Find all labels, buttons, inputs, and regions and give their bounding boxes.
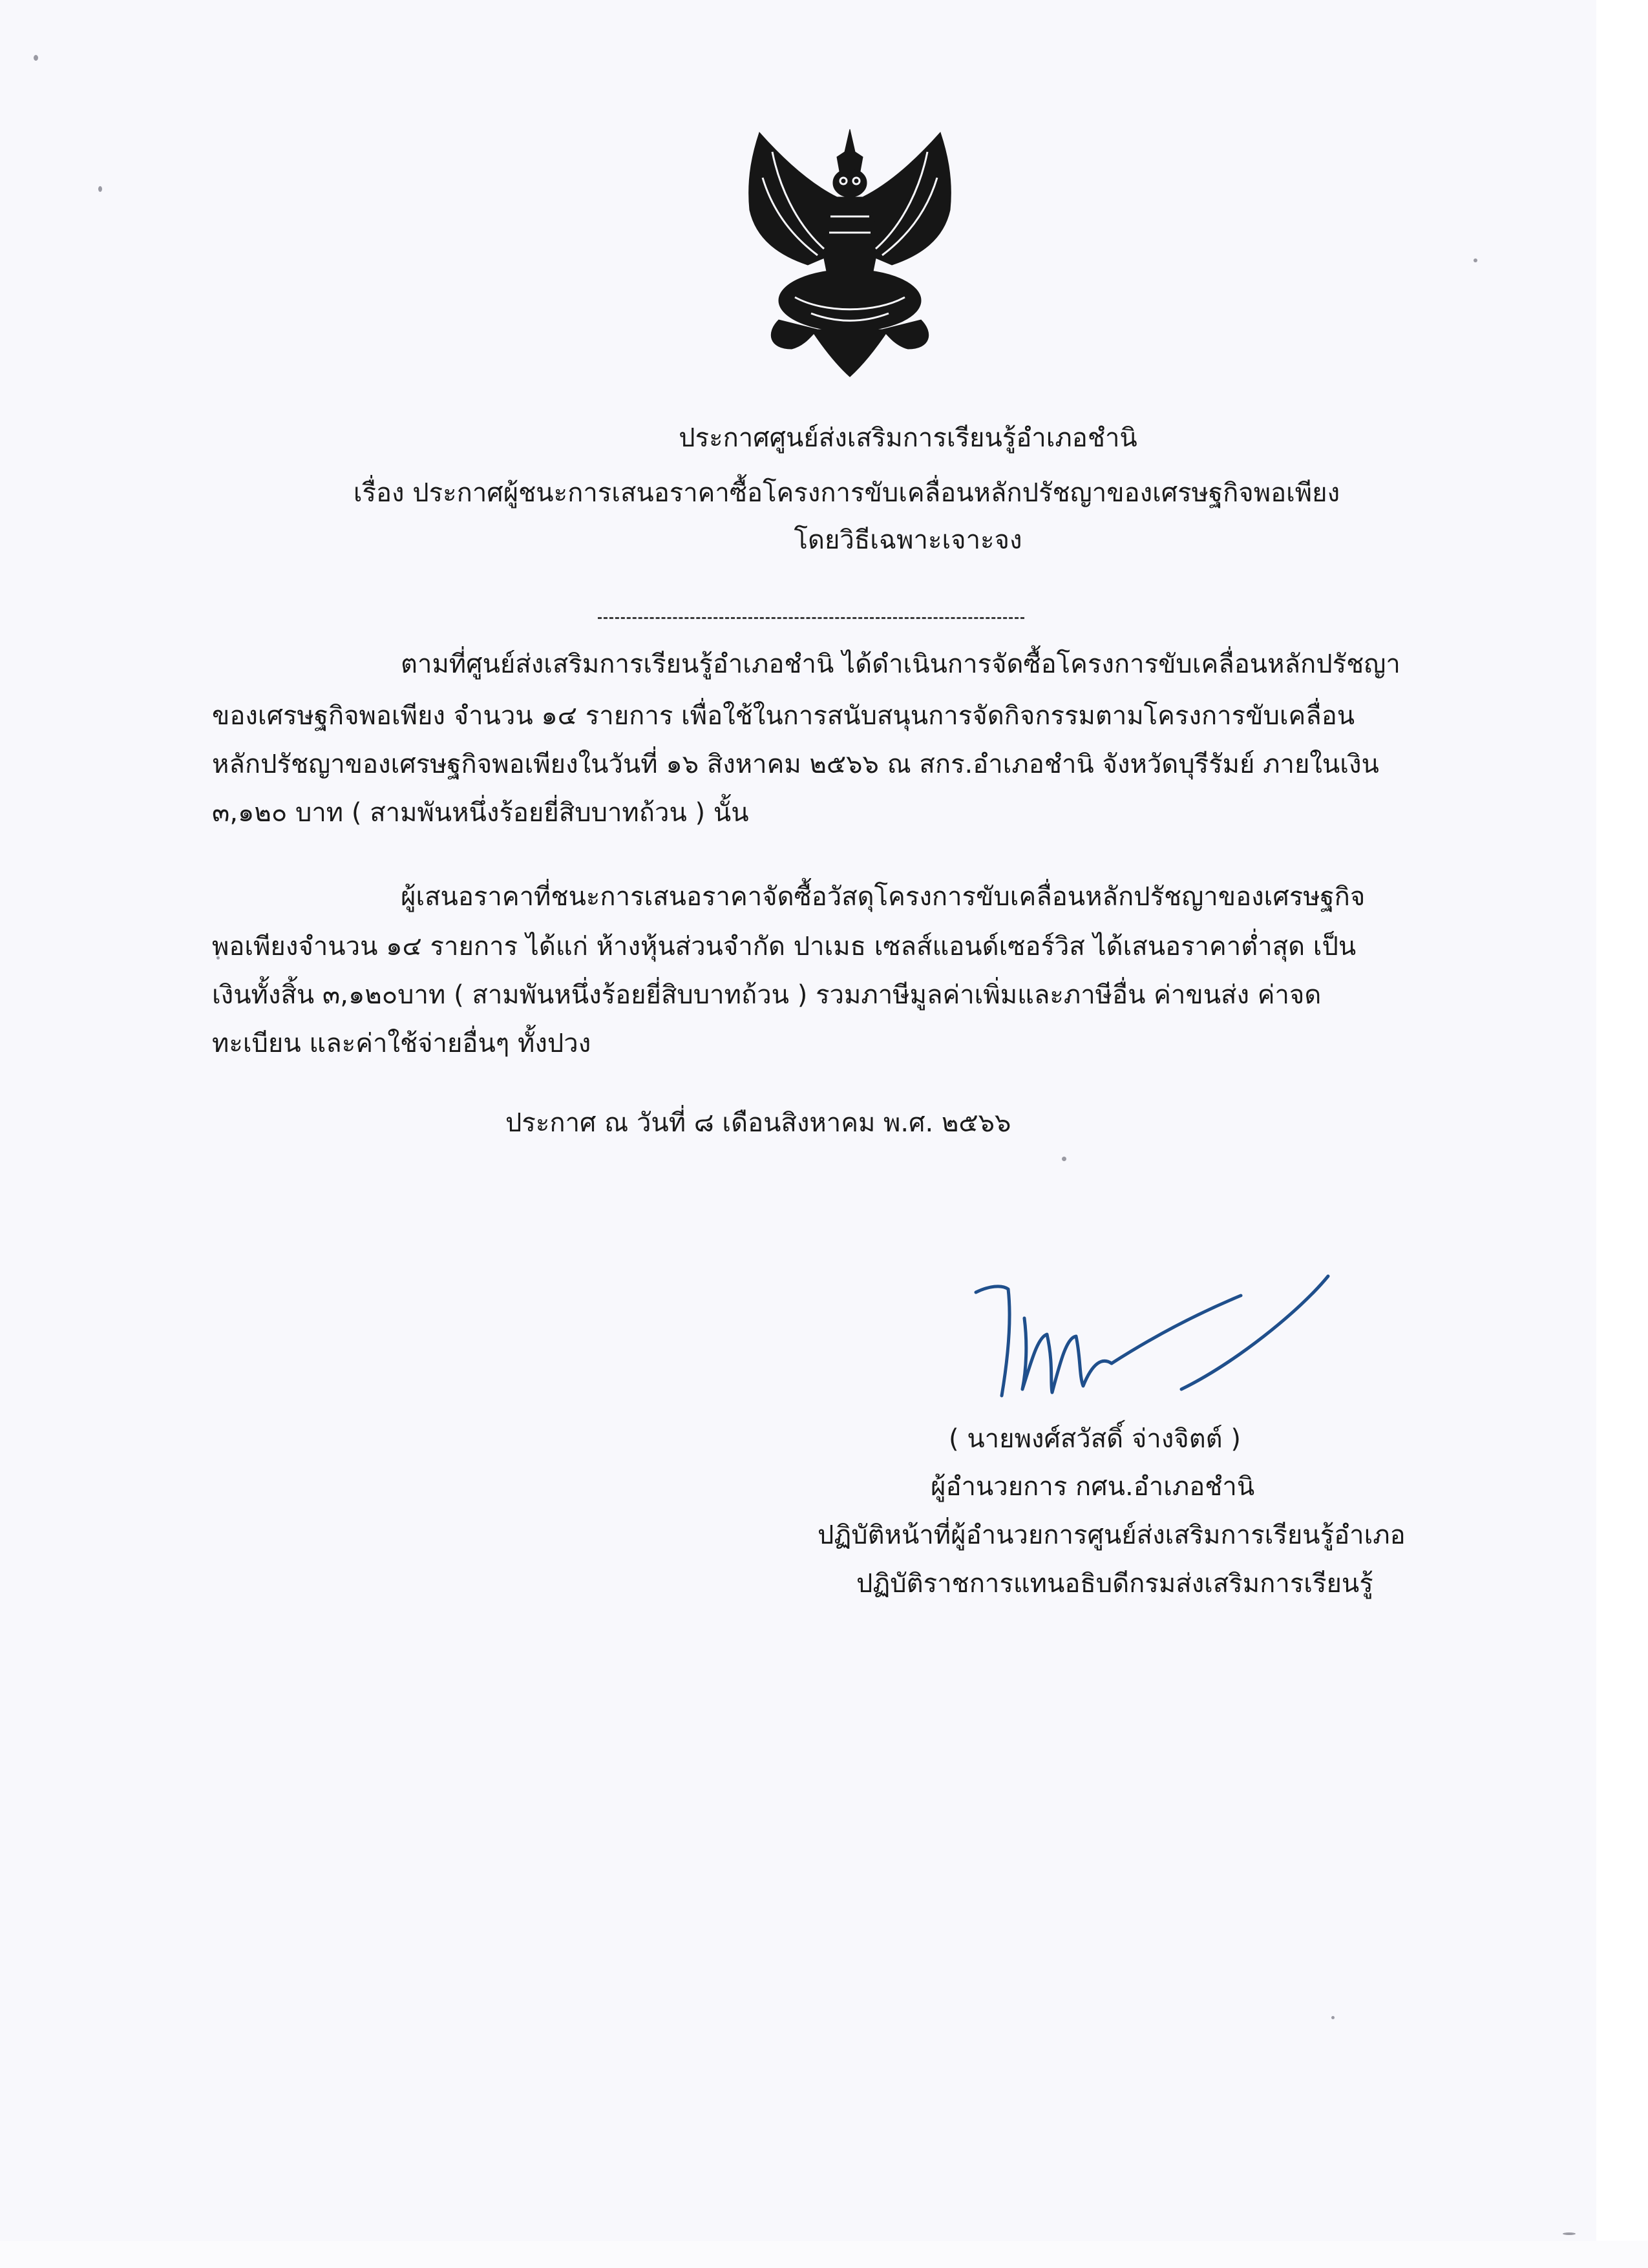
signer-name: ( นายพงศ์สวัสดิ์ จ่างจิตต์ )	[949, 1424, 1241, 1454]
scan-edge-bottom	[0, 2241, 1648, 2268]
announcement-subject: เรื่อง ประกาศผู้ชนะการเสนอราคาซื้อโครงการขับเคลื่อนหลักปรัชญาของเศรษฐกิจพอเพียง	[353, 478, 1340, 508]
handwritten-signature	[963, 1266, 1338, 1422]
procurement-method: โดยวิธีเฉพาะเจาะจง	[794, 525, 1022, 555]
paragraph-line: ของเศรษฐกิจพอเพียง จำนวน ๑๔ รายการ เพื่อใช้ในการสนับสนุนการจัดกิจกรรมตามโครงการขับเคลื่อน	[212, 701, 1355, 731]
signer-acting-role: ปฏิบัติราชการแทนอธิบดีกรมส่งเสริมการเรียนรู้	[856, 1569, 1373, 1599]
paragraph-line: พอเพียงจำนวน ๑๔ รายการ ได้แก่ ห้างหุ้นส่วนจำกัด ปาเมธ เซลส์แอนด์เซอร์วิส ได้เสนอราคาต่ำสุด เป็น	[212, 932, 1357, 961]
paragraph-line: เงินทั้งสิ้น ๓,๑๒๐บาท ( สามพันหนึ่งร้อยยี่สิบบาทถ้วน ) รวมภาษีมูลค่าเพิ่มและภาษีอื่น ค่าขนส่ง ค่าจด	[212, 980, 1322, 1010]
paragraph-line: ผู้เสนอราคาที่ชนะการเสนอราคาจัดซื้อวัสดุโครงการขับเคลื่อนหลักปรัชญาของเศรษฐกิจ	[401, 882, 1366, 912]
dust-speck	[1331, 2016, 1335, 2019]
paragraph-line: หลักปรัชญาของเศรษฐกิจพอเพียงในวันที่ ๑๖ สิงหาคม ๒๕๖๖ ณ สกร.อำเภอชำนิ จังหวัดบุรีรัมย์ ภายในเงิน	[212, 750, 1379, 779]
signer-title: ผู้อำนวยการ กศน.อำเภอชำนิ	[931, 1472, 1255, 1502]
divider	[598, 617, 1024, 619]
paragraph-line: ๓,๑๒๐ บาท ( สามพันหนึ่งร้อยยี่สิบบาทถ้วน ) นั้น	[212, 798, 749, 828]
paragraph-line: ทะเบียน และค่าใช้จ่ายอื่นๆ ทั้งปวง	[212, 1029, 591, 1058]
signer-acting-role: ปฏิบัติหน้าที่ผู้อำนวยการศูนย์ส่งเสริมการเรียนรู้อำเภอ	[818, 1520, 1406, 1550]
paragraph-line: ตามที่ศูนย์ส่งเสริมการเรียนรู้อำเภอชำนิ ได้ดำเนินการจัดซื้อโครงการขับเคลื่อนหลักปรัชญา	[401, 649, 1400, 679]
dust-speck	[1563, 2232, 1576, 2235]
dust-speck	[98, 186, 102, 192]
dust-speck	[34, 55, 38, 61]
dust-speck	[1062, 1157, 1066, 1161]
announcement-organization: ประกาศศูนย์ส่งเสริมการเรียนรู้อำเภอชำนิ	[679, 423, 1137, 453]
announcement-date: ประกาศ ณ วันที่ ๘ เดือนสิงหาคม พ.ศ. ๒๕๖๖	[505, 1108, 1011, 1138]
dust-speck	[1474, 258, 1477, 262]
scan-edge	[1596, 0, 1648, 2268]
garuda-emblem-icon	[734, 126, 966, 378]
